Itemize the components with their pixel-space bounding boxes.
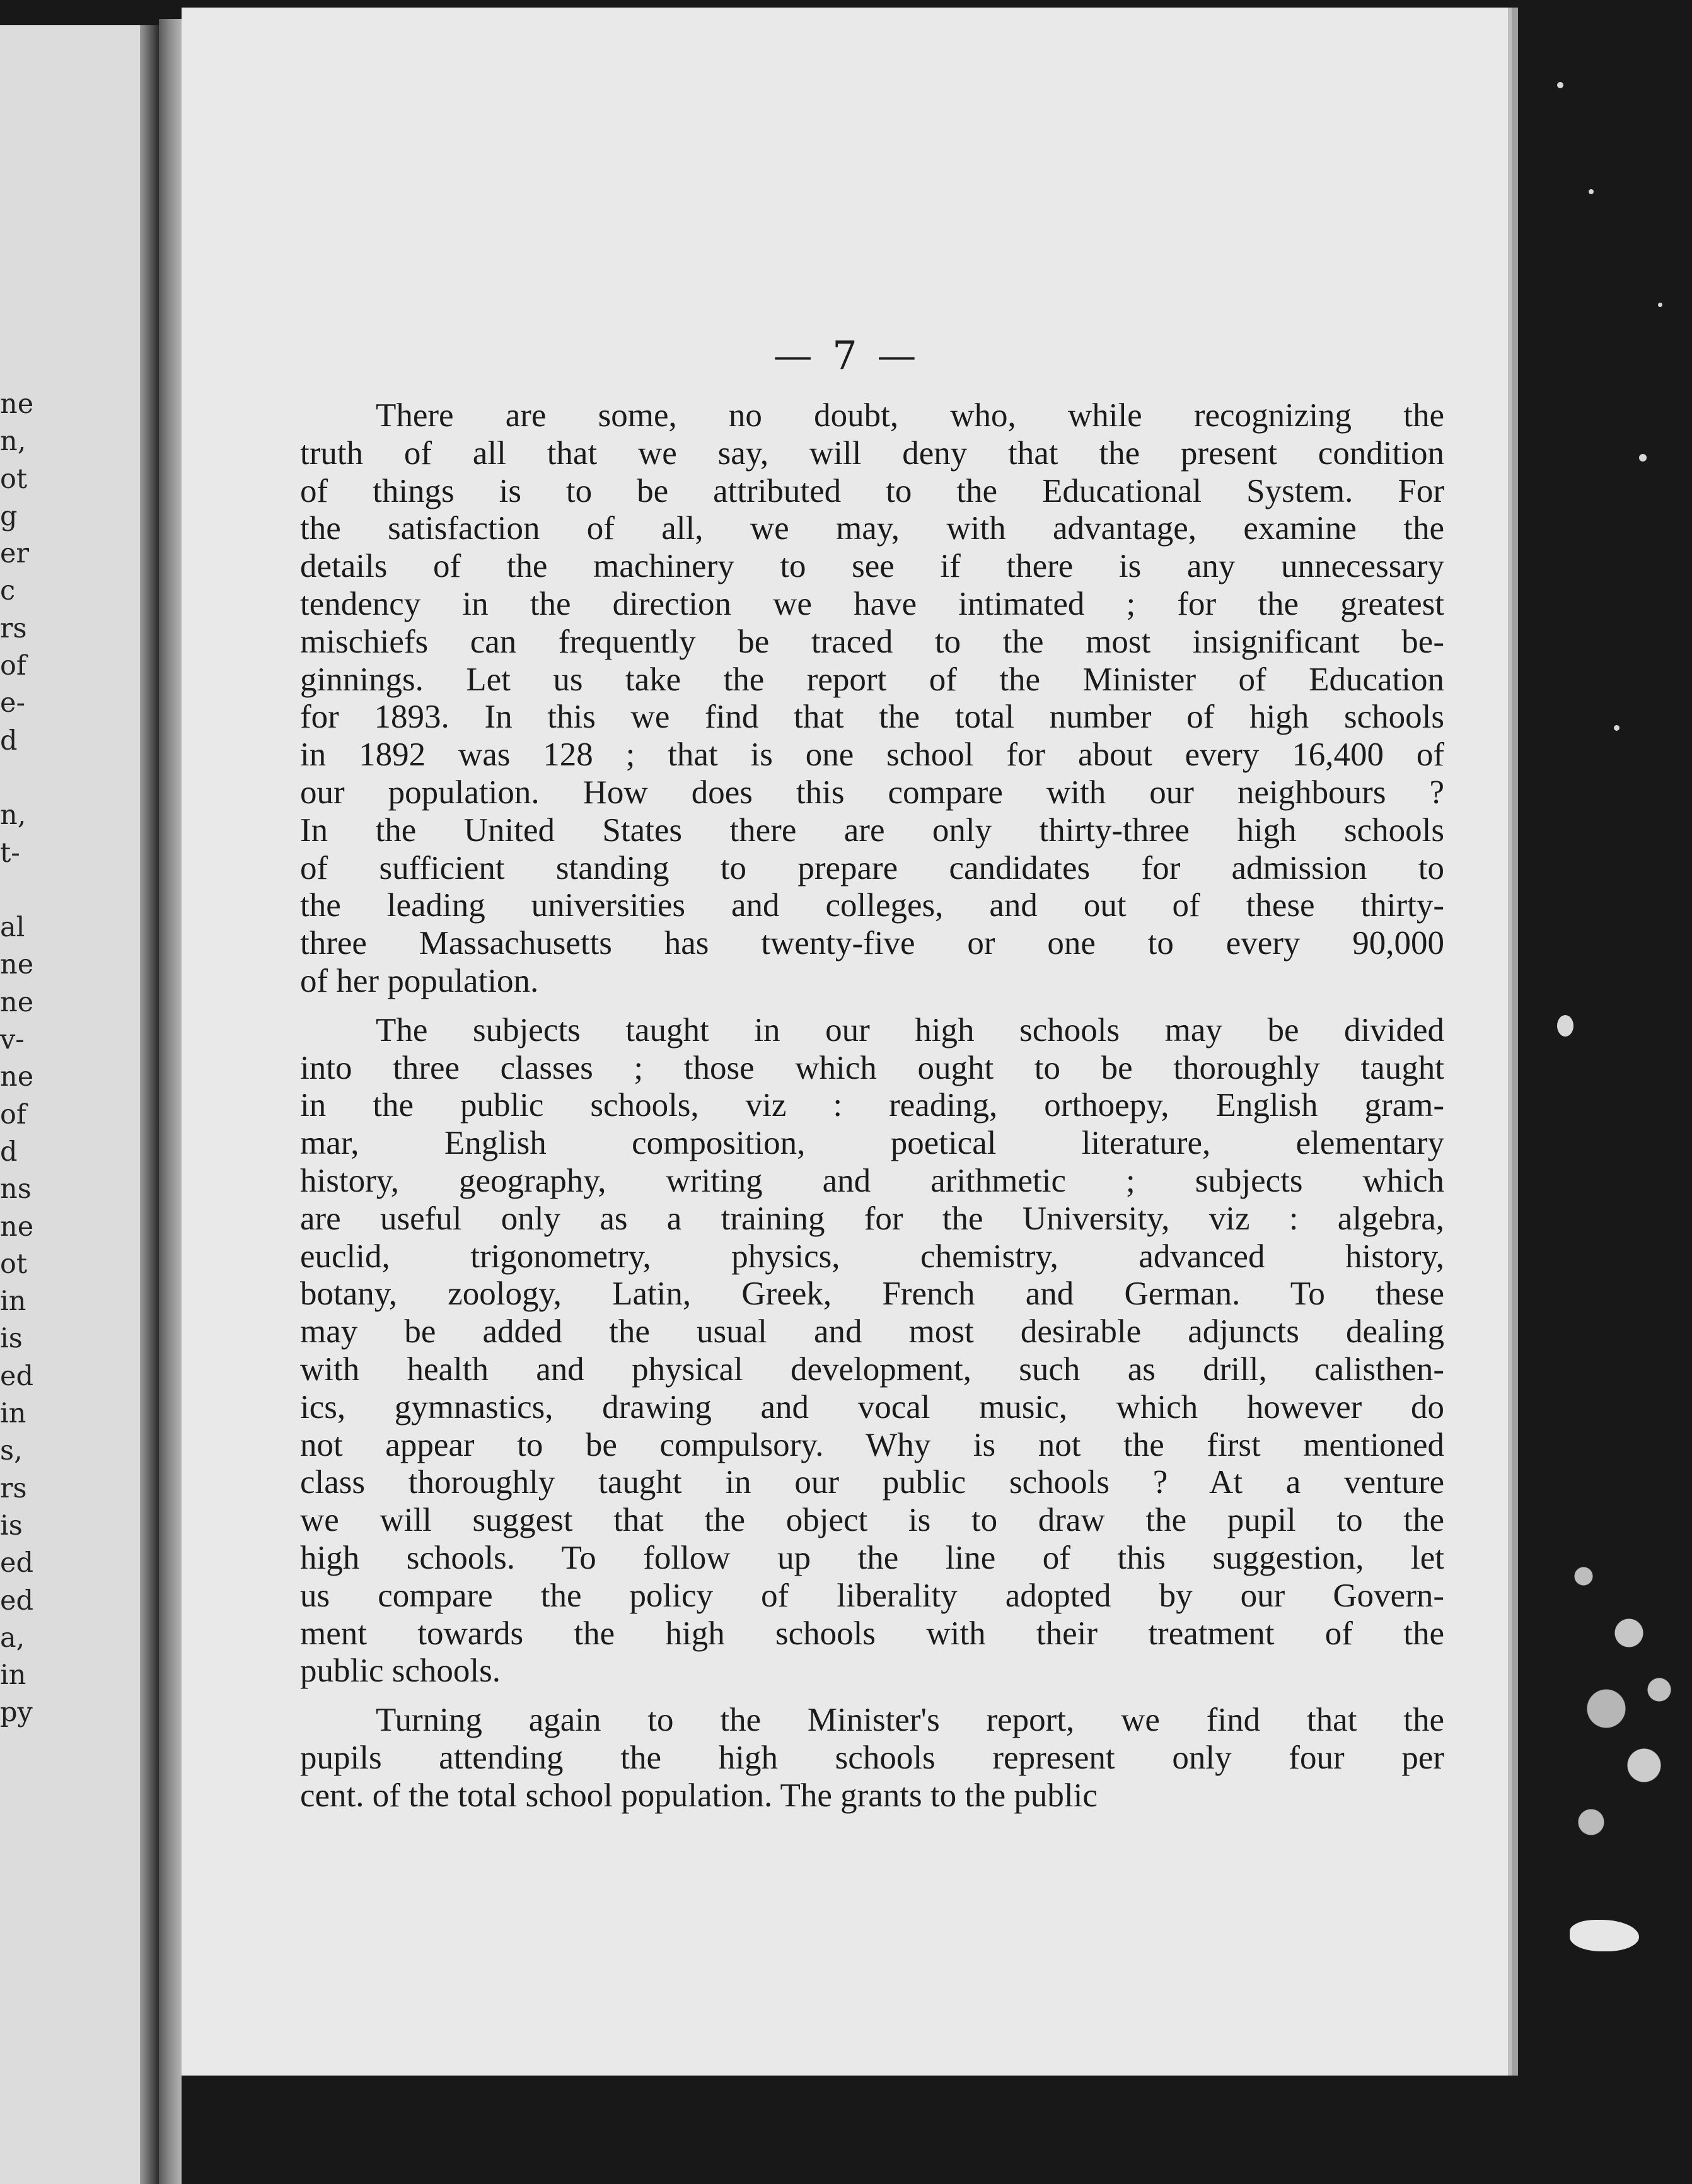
facing-page-fragment: [0, 872, 38, 909]
facing-page-fragment: c: [0, 575, 16, 607]
facing-page-fragment: ed: [0, 1584, 33, 1617]
text-line: in 1892 was 128 ; that is one school for about every 16,400 of: [300, 736, 1444, 774]
facing-page-fragment: g: [0, 500, 18, 532]
film-speck: [1557, 1015, 1573, 1037]
text-line: ment towards the high schools with their treatment of the: [300, 1615, 1444, 1652]
text-line: tendency in the direction we have intimated ; for the greatest: [300, 585, 1444, 622]
text-line: The subjects taught in our high schools may be divided: [376, 1011, 1444, 1048]
text-line: botany, zoology, Latin, Greek, French and German. To these: [300, 1275, 1444, 1313]
film-speck: [1639, 454, 1647, 462]
paragraph: [300, 397, 1444, 1001]
facing-page-fragment: of: [0, 650, 26, 682]
facing-page-fragment: py: [0, 1697, 33, 1729]
text-line: of her population.: [300, 962, 539, 999]
facing-page-fragment: ne: [0, 1061, 34, 1093]
facing-page-shadow: [140, 25, 159, 2184]
facing-page-fragment: ns: [0, 1173, 32, 1205]
facing-page-fragment: ne: [0, 986, 34, 1018]
facing-page-fragment: a,: [0, 1622, 25, 1654]
text-line: mar, English composition, poetical literature, elementary: [300, 1125, 1444, 1162]
paragraph: [300, 1012, 1444, 1690]
text-line: the satisfaction of all, we may, with advantage, examine the: [300, 510, 1444, 547]
facing-page-fragment: ot: [0, 463, 28, 495]
text-line: truth of all that we say, will deny that the present condition: [300, 434, 1444, 472]
text-line: into three classes ; those which ought to be thoroughly taught: [300, 1049, 1444, 1086]
facing-page-fragment: [0, 760, 38, 797]
facing-page-fragment: rs: [0, 612, 27, 644]
text-line: class thoroughly taught in our public schools ? At a venture: [300, 1464, 1444, 1501]
facing-page-fragment: n,: [0, 426, 26, 458]
facing-page-fragment: er: [0, 538, 30, 570]
page-number: — 7 —: [773, 332, 920, 378]
text-line: three Massachusetts has twenty-five or one to every 90,000: [300, 925, 1444, 962]
body-text: [300, 397, 1444, 1826]
facing-page-fragment: of: [0, 1098, 26, 1130]
text-line: in the public schools, viz : reading, orthoepy, English gram-: [300, 1087, 1444, 1124]
facing-page-fragment: al: [0, 912, 25, 944]
book-gutter: [159, 19, 182, 2184]
facing-page-fragment: t-: [0, 837, 20, 869]
text-line: for 1893. In this we find that the total number of high schools: [300, 699, 1444, 736]
facing-page-fragment: ot: [0, 1248, 28, 1280]
facing-page-fragment: d: [0, 724, 18, 757]
facing-page-fragment: v-: [0, 1024, 25, 1056]
facing-page-fragment: ne: [0, 388, 34, 420]
text-line: not appear to be compulsory. Why is not the first mentioned: [300, 1426, 1444, 1463]
text-line: are useful only as a training for the University, viz : algebra,: [300, 1200, 1444, 1237]
text-line: high schools. To follow up the line of this suggestion, let: [300, 1539, 1444, 1576]
text-line: of sufficient standing to prepare candidates for admission to: [300, 849, 1444, 886]
facing-page-fragment: is: [0, 1323, 23, 1355]
text-line: There are some, no doubt, who, while recognizing the: [376, 397, 1444, 434]
film-speck: [1589, 189, 1594, 194]
facing-page-fragment: s,: [0, 1435, 23, 1467]
facing-page-fragment: d: [0, 1136, 18, 1168]
facing-page-text-fragments: [0, 386, 38, 1732]
text-line: Turning again to the Minister's report, we find that the: [376, 1702, 1444, 1739]
facing-page-fragment: is: [0, 1509, 23, 1542]
facing-page-fragment: rs: [0, 1472, 27, 1504]
text-line: of things is to be attributed to the Educational System. For: [300, 472, 1444, 509]
facing-page-fragment: ed: [0, 1360, 33, 1392]
text-line: mischiefs can frequently be traced to the most insignificant be-: [300, 623, 1444, 660]
text-line: details of the machinery to see if there is any unnecessary: [300, 548, 1444, 585]
page-edge: [1512, 8, 1518, 2076]
facing-page-fragment: ne: [0, 949, 34, 981]
film-speck: [1557, 82, 1563, 88]
film-speck: [1570, 1920, 1639, 1951]
film-speck: [1614, 725, 1620, 731]
text-line: may be added the usual and most desirable adjuncts dealing: [300, 1313, 1444, 1350]
facing-page-fragment: n,: [0, 799, 26, 832]
facing-page-fragment: ne: [0, 1211, 34, 1243]
text-line: euclid, trigonometry, physics, chemistry, advanced history,: [300, 1238, 1444, 1275]
text-line: ginnings. Let us take the report of the Minister of Education: [300, 661, 1444, 698]
facing-page-fragment: in: [0, 1286, 26, 1318]
facing-page-fragment: in: [0, 1398, 26, 1430]
text-line: pupils attending the high schools represent only four per: [300, 1739, 1444, 1776]
text-line: public schools.: [300, 1653, 501, 1690]
text-line: history, geography, writing and arithmetic ; subjects which: [300, 1162, 1444, 1199]
paragraph: [300, 1702, 1444, 1815]
text-line: cent. of the total school population. The grants to the public: [300, 1777, 1098, 1814]
text-line: the leading universities and colleges, and out of these thirty-: [300, 887, 1444, 924]
text-line: our population. How does this compare with our neighbours ?: [300, 774, 1444, 811]
text-line: with health and physical development, such as drill, calisthen-: [300, 1350, 1444, 1388]
film-damage-mark: [1538, 1501, 1689, 1879]
facing-page-fragment: in: [0, 1659, 26, 1692]
text-line: In the United States there are only thirty-three high schools: [300, 811, 1444, 849]
text-line: us compare the policy of liberality adopted by our Govern-: [300, 1577, 1444, 1614]
facing-page-fragment: e-: [0, 687, 25, 719]
text-line: ics, gymnastics, drawing and vocal music, which however do: [300, 1388, 1444, 1426]
film-speck: [1658, 303, 1662, 307]
facing-page-fragment: ed: [0, 1547, 33, 1579]
main-page: [182, 8, 1512, 2076]
text-line: we will suggest that the object is to draw the pupil to the: [300, 1502, 1444, 1539]
